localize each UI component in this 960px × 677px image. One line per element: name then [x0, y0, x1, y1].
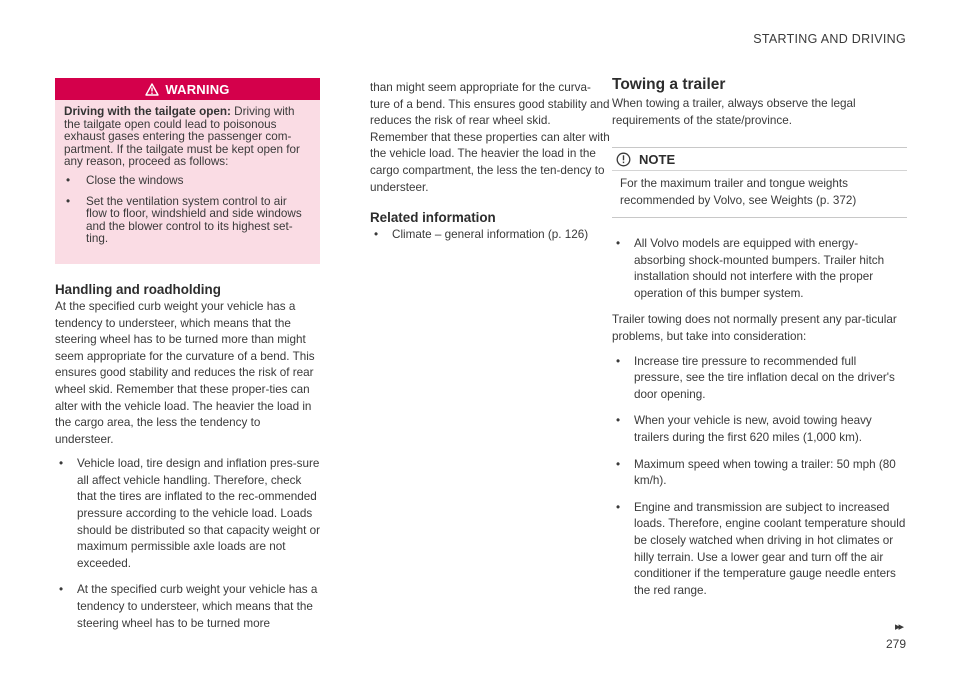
info-circle-icon [616, 152, 631, 167]
note-title: NOTE [639, 151, 676, 167]
towing-heading: Towing a trailer [612, 76, 726, 93]
warning-header [55, 78, 320, 100]
column-left [55, 78, 320, 642]
list-item-text: All Volvo models are equipped with energy-absorbing shock-mounted bumpers. Trailer hitch installation should not interfere with the proper operation of this bumper system. [634, 237, 885, 300]
list-item-text: Engine and transmission are subject to increased loads. Therefore, engine coolant temperature should be closely watched when driving in hot climates or hilly terrain. Use a lower gear and turn off the air conditioner if the temperature gauge needle enters the red range. [634, 500, 906, 597]
towing-list-1 [612, 236, 907, 302]
page-number: 279 [885, 637, 906, 651]
continuation-paragraph: than might seem appropriate for the curva-ture of a bend. This ensures good stability and reduces the risk of rear wheel skid. Remember that these properties can alter with the vehicle load. The heavier the load in the cargo compartment, the less the ten-dency to understeer. [370, 81, 610, 194]
column-right [612, 76, 907, 609]
bullet: • [616, 414, 621, 428]
list-item [55, 582, 320, 632]
warning-body [55, 100, 320, 264]
warning-lead-text: Driving with the tailgate open could lead to poisonous exhaust gases entering the passenger com-partment. If the tailgate must be kept open for any reason, proceed as follows: [64, 105, 300, 169]
bullet: • [616, 457, 621, 471]
list-item [612, 457, 907, 490]
note-box [612, 147, 907, 218]
warning-triangle-icon [145, 83, 159, 96]
list-item [612, 500, 907, 600]
list-item-text: Maximum speed when towing a trailer: 50 mph (80 km/h). [634, 457, 896, 488]
column-middle [370, 80, 610, 254]
bullet: • [616, 354, 621, 368]
list-item [612, 236, 907, 302]
list-item-text: At the specified curb weight your vehicle has a tendency to understeer, which means that the steering wheel has to be turned more [77, 583, 318, 630]
bullet: • [616, 500, 621, 514]
warning-box [55, 78, 320, 264]
towing-intro: When towing a trailer, always observe the legal requirements of the state/province. [612, 97, 856, 127]
towing-paragraph: Trailer towing does not normally present any par-ticular problems, but take into consideration: [612, 313, 897, 343]
towing-list-2 [612, 354, 907, 600]
list-item [612, 413, 907, 446]
list-item [55, 456, 320, 572]
list-item-text: Vehicle load, tire design and inflation pres-sure all affect vehicle handling. Therefore, check that the tires are inflated to the rec-ommended pressure according to the vehicle load. Loads should be distributed so that capacity weight or maximum permissible axle loads are not exceeded. [77, 457, 320, 570]
warning-list-item [64, 196, 310, 246]
bullet: • [374, 228, 379, 242]
bullet: • [66, 173, 71, 187]
section-header: STARTING AND DRIVING [753, 32, 906, 46]
handling-paragraph: At the specified curb weight your vehicle has a tendency to understeer, which means that the steering wheel has to be turned more than might seem appropriate for the curvature of a bend. This ensures good stability and reduces the risk of rear wheel skid. Remember that these proper-ties can alter with the vehicle load. The heavier the load in the cargo area, the less the tendency to understeer. [55, 299, 315, 446]
bullet: • [66, 194, 71, 208]
bullet: • [616, 237, 621, 250]
related-list [370, 227, 610, 244]
handling-heading: Handling and roadholding [55, 281, 221, 297]
bullet: • [59, 583, 64, 597]
note-body: For the maximum trailer and tongue weights recommended by Volvo, see Weights (p. 372) [620, 177, 857, 207]
list-item-text: When your vehicle is new, avoid towing heavy trailers during the first 620 miles (1,000 km). [634, 414, 872, 444]
related-link[interactable] [370, 227, 610, 244]
next-page-arrows-icon[interactable]: ▸▸ [894, 621, 902, 633]
warning-item-text: Close the windows [86, 173, 184, 187]
warning-list [64, 175, 310, 246]
handling-list [55, 456, 320, 632]
list-item [612, 354, 907, 404]
warning-title: WARNING [165, 81, 230, 97]
related-link-text[interactable]: Climate – general information (p. 126) [392, 228, 589, 242]
related-heading: Related information [370, 210, 496, 226]
note-header [612, 148, 907, 171]
bullet: • [59, 457, 64, 471]
warning-lead-bold: Driving with the tailgate open: [64, 105, 231, 118]
list-item-text: Increase tire pressure to recommended full pressure, see the tire inflation decal on the driver's door opening. [634, 354, 895, 401]
warning-item-text: Set the ventilation system control to air flow to floor, windshield and side windows and the blower control to its highest set-ting. [86, 194, 302, 246]
warning-list-item [64, 175, 310, 188]
